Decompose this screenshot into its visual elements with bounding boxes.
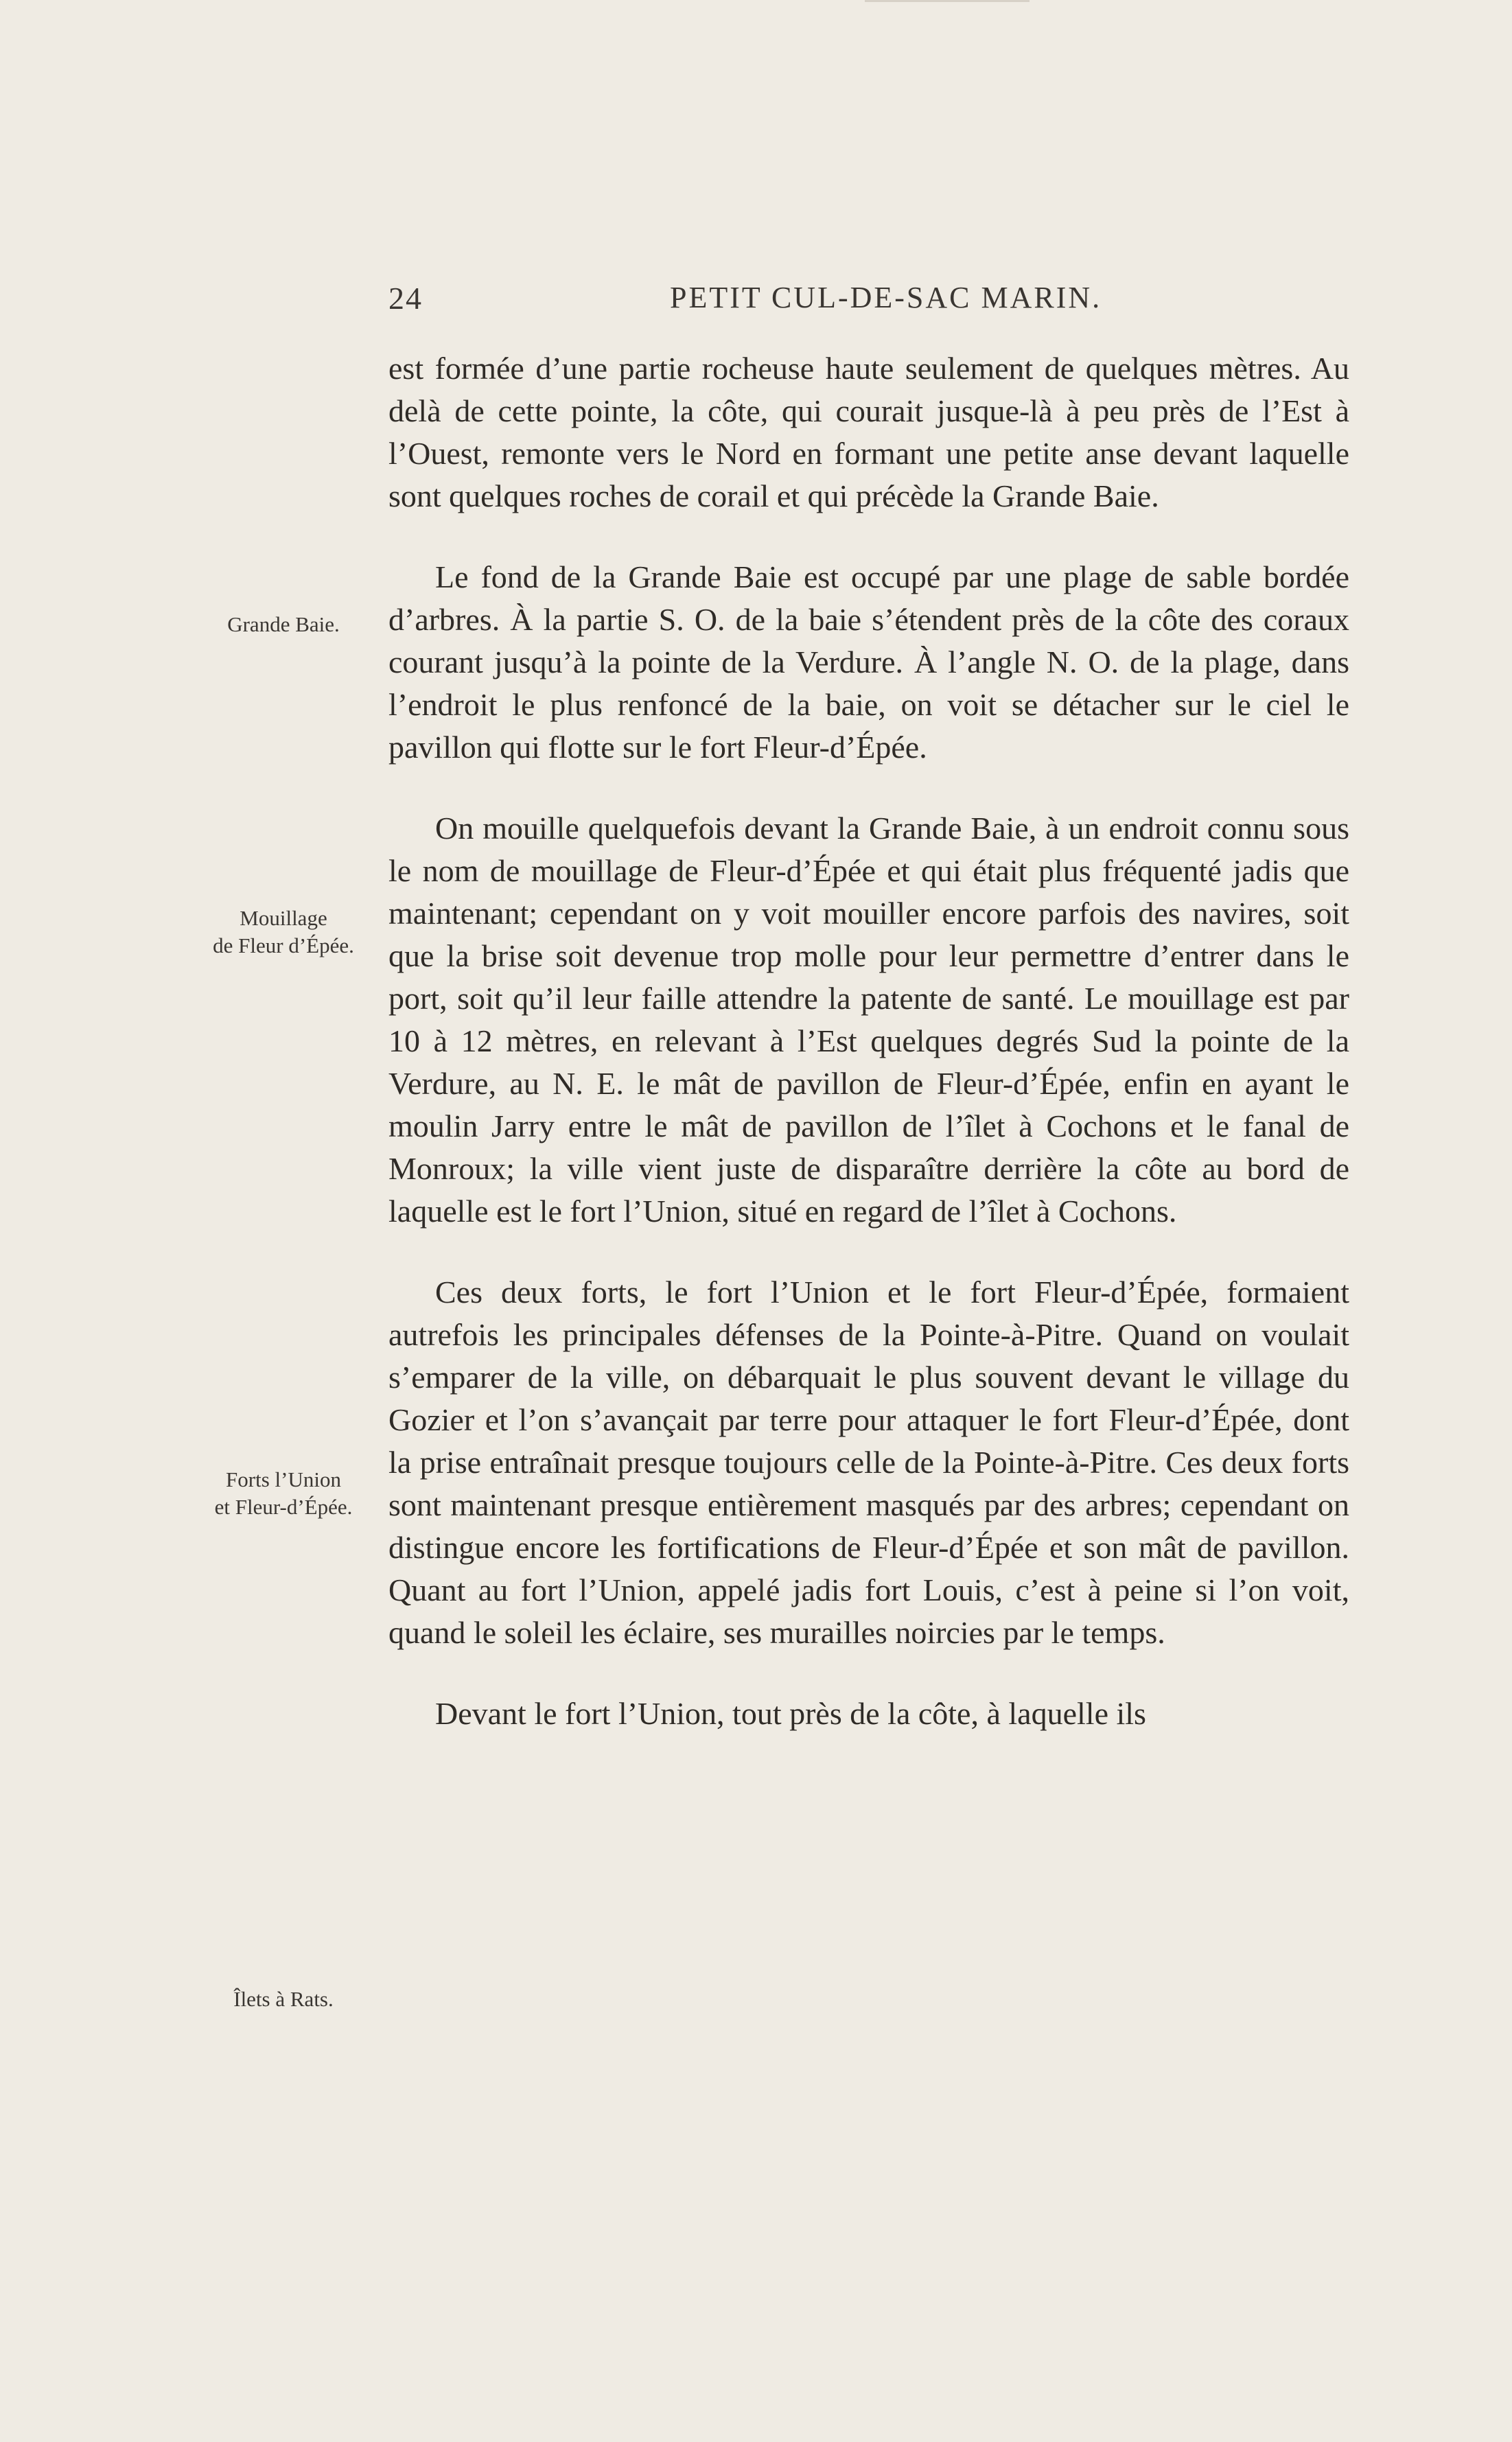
top-edge-mark [865, 0, 1030, 2]
side-note-ilets [198, 1986, 369, 2013]
paragraph: Le fond de la Grande Baie est occupé par une plage de sable bordée d’arbres. À la partie S. O. de la baie s’étendent près de la côte des coraux courant jusqu’à la pointe de la Verdure. À l’angle N. O. de la plage, dans l’endroit le plus renfoncé de la baie, on voit se détacher sur le ciel le pavillon qui flotte sur le fort Fleur-d’Épée. [388, 559, 1349, 765]
side-note-line: Mouillage [240, 906, 327, 930]
paragraph: Devant le fort l’Union, tout près de la côte, à laquelle ils [435, 1696, 1146, 1731]
paragraph: Ces deux forts, le fort l’Union et le fort Fleur-d’Épée, formaient autrefois les principales défenses de la Pointe-à-Pitre. Quand on voulait s’emparer de la ville, on débarquait le plus souvent devant le village du Gozier et l’on s’avançait par terre pour attaquer le fort Fleur-d’Épée, dont la prise entraînait presque toujours celle de la Pointe-à-Pitre. Ces deux forts sont maintenant presque entièrement masqués par des arbres; cependant on distingue encore les fortifications de Fleur-d’Épée et son mât de pavillon. Quant au fort l’Union, appelé jadis fort Louis, c’est à peine si l’on voit, quand le soleil les éclaire, ses murailles noircies par le temps. [388, 1275, 1349, 1650]
side-note-forts [198, 1466, 369, 1521]
page-header [388, 280, 1349, 328]
running-head: PETIT CUL-DE-SAC MARIN. [670, 281, 1102, 314]
paragraph: On mouille quelquefois devant la Grande Baie, à un endroit connu sous le nom de mouillage de Fleur-d’Épée et qui était plus fréquenté jadis que maintenant; cependant on y voit mouiller encore parfois des navires, soit que la brise soit devenue trop molle pour leur permettre d’entrer dans le port, soit qu’il leur faille attendre la patente de santé. Le mouillage est par 10 à 12 mètres, en relevant à l’Est quelques degrés Sud la pointe de la Verdure, au N. E. le mât de pavillon de Fleur-d’Épée, enfin en ayant le moulin Jarry entre le mât de pavillon de l’îlet à Cochons et le fanal de Monroux; la ville vient juste de disparaître derrière la côte au bord de laquelle est le fort l’Union, situé en regard de l’îlet à Cochons. [388, 811, 1349, 1229]
body-text [388, 347, 1349, 1735]
side-note-line: Grande Baie. [227, 612, 340, 636]
page-number: 24 [388, 281, 423, 316]
side-note-line: Forts l’Union [226, 1467, 341, 1491]
paragraph: est formée d’une partie rocheuse haute seulement de quelques mètres. Au delà de cette pointe, la côte, qui courait jusque-là à peu près de l’Est à l’Ouest, remonte vers le Nord en formant une petite anse devant laquelle sont quelques roches de corail et qui précède la Grande Baie. [388, 351, 1349, 513]
side-note-line: et Fleur-d’Épée. [214, 1495, 353, 1519]
side-note-line: de Fleur d’Épée. [213, 933, 354, 957]
side-note-mouillage [198, 905, 369, 960]
side-note-grande-baie [198, 611, 369, 638]
side-note-line: Îlets à Rats. [233, 1987, 334, 2011]
